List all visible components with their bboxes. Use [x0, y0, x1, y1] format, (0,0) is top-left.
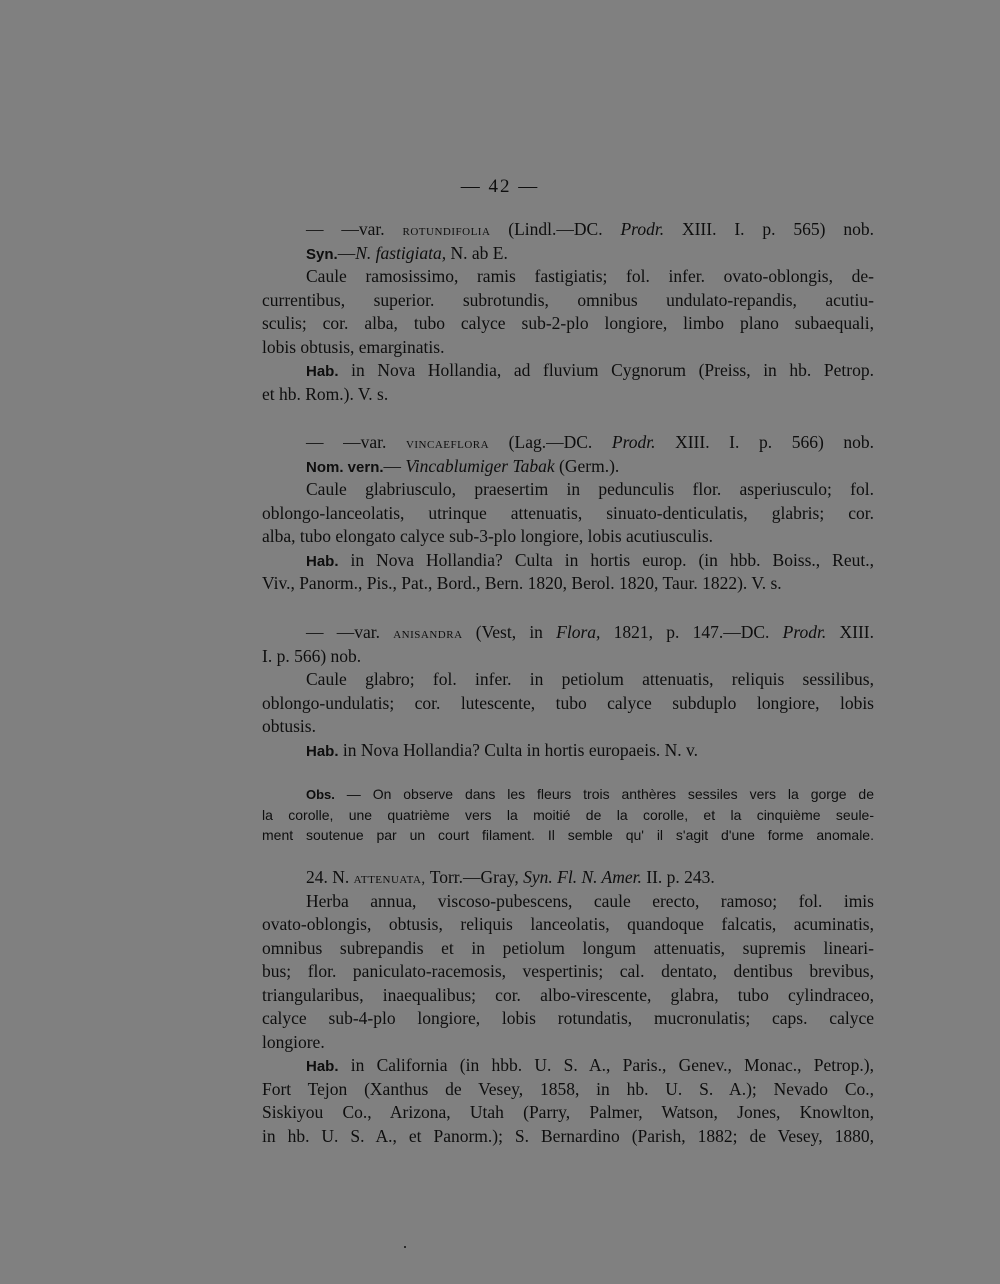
- habitat-line: Hab. in Nova Hollandia? Culta in hortis europ. (in hbb. Boiss., Reut.,: [306, 549, 874, 570]
- description-line: oblongo-undulatis; cor. lutescente, tubo calyce subduplo longiore, lobis: [262, 692, 874, 713]
- description-line: Caule ramosissimo, ramis fastigiatis; fol. infer. ovato-oblongis, de-: [306, 266, 874, 286]
- variety-heading: — —var. rotundifolia (Lindl.—DC. Prodr. XIII. I. p. 565) nob.: [306, 219, 874, 239]
- observation-line: ment soutenue par un court filament. Il semble qu' il s'agit d'une forme anomale.: [262, 827, 874, 843]
- scan-speck: [404, 1246, 406, 1248]
- variety-heading: — —var. anisandra (Vest, in Flora, 1821, p. 147.—DC. Prodr. XIII.: [306, 622, 875, 642]
- description-line: oblongo-lanceolatis, utrinque attenuatis, sinuato-denticulatis, glabris; cor.: [262, 502, 874, 523]
- variety-heading-cont: I. p. 566) nob.: [262, 645, 362, 666]
- variety-heading: — —var. vincaeflora (Lag.—DC. Prodr. XIII. I. p. 566) nob.: [306, 432, 874, 452]
- habitat-line: in hb. U. S. A., et Panorm.); S. Bernardino (Parish, 1882; de Vesey, 1880,: [262, 1125, 874, 1146]
- habitat-line: Hab. in Nova Hollandia? Culta in hortis europaeis. N. v.: [306, 739, 699, 760]
- variety-anisandra: [262, 621, 874, 762]
- species-24-attenuata: [262, 866, 874, 1148]
- variety-vincaeflora: [262, 431, 874, 596]
- observation-note: [262, 784, 874, 846]
- description-line: alba, tubo elongato calyce sub-3-plo longiore, lobis acutiusculis.: [262, 526, 714, 546]
- description-line: Herba annua, viscoso-pubescens, caule erecto, ramoso; fol. imis: [306, 890, 874, 911]
- description-line: triangularibus, inaequalibus; cor. albo-virescente, glabra, tubo cylindraceo,: [262, 984, 874, 1005]
- habitat-line: Hab. in California (in hbb. U. S. A., Paris., Genev., Monac., Petrop.),: [306, 1055, 874, 1075]
- description-line: currentibus, superior. subrotundis, omnibus undulato-repandis, acutiu-: [262, 289, 874, 310]
- habitat-line: Siskiyou Co., Arizona, Utah (Parry, Palmer, Watson, Jones, Knowlton,: [262, 1102, 874, 1122]
- observation-line: Obs. — On observe dans les fleurs trois anthères sessiles vers la gorge de: [306, 786, 874, 802]
- habitat-line: Fort Tejon (Xanthus de Vesey, 1858, in hb. U. S. A.); Nevado Co.,: [262, 1078, 874, 1099]
- description-line: obtusis.: [262, 716, 316, 736]
- description-line: sculis; cor. alba, tubo calyce sub-2-plo longiore, limbo plano subaequali,: [262, 313, 874, 333]
- observation-line: la corolle, une quatrième vers la moitié de la corolle, et la cinquième seule-: [262, 806, 874, 823]
- description-line: omnibus subrepandis et in petiolum longum attenuatis, supremis lineari-: [262, 937, 874, 958]
- synonym-line: Syn.—N. fastigiata, N. ab E.: [306, 242, 508, 263]
- description-line: ovato-oblongis, obtusis, reliquis lanceolatis, quandoque falcatis, acuminatis,: [262, 914, 874, 934]
- habitat-line: Viv., Panorm., Pis., Pat., Bord., Bern. 1820, Berol. 1820, Taur. 1822). V. s.: [262, 573, 782, 593]
- habitat-line: et hb. Rom.). V. s.: [262, 383, 389, 404]
- habitat-line: Hab. in Nova Hollandia, ad fluvium Cygnorum (Preiss, in hb. Petrop.: [306, 360, 874, 380]
- description-line: Caule glabriusculo, praesertim in pedunculis flor. asperiusculo; fol.: [306, 479, 874, 499]
- description-line: calyce sub-4-plo longiore, lobis rotundatis, mucronulatis; caps. calyce: [262, 1008, 874, 1028]
- page-number: — 42 —: [460, 176, 540, 197]
- description-line: lobis obtusis, emarginatis.: [262, 336, 445, 357]
- description-line: Caule glabro; fol. infer. in petiolum attenuatis, reliquis sessilibus,: [306, 669, 874, 689]
- description-line: bus; flor. paniculato-racemosis, vespertinis; cal. dentato, dentibus brevibus,: [262, 961, 874, 981]
- description-line: longiore.: [262, 1031, 325, 1052]
- variety-rotundifolia: [262, 218, 874, 406]
- vernacular-name-line: Nom. vern.— Vincablumiger Tabak (Germ.).: [306, 455, 620, 476]
- species-heading: 24. N. attenuata, Torr.—Gray, Syn. Fl. N. Amer. II. p. 243.: [306, 867, 715, 887]
